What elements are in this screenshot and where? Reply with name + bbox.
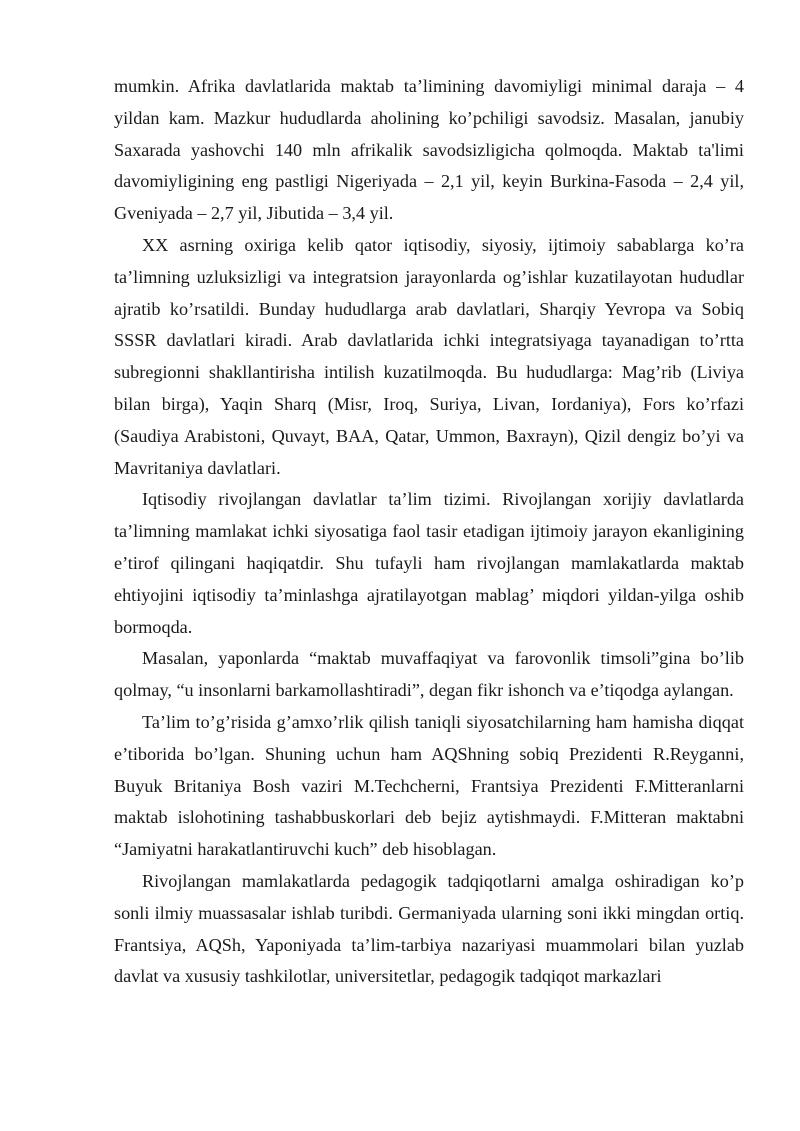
paragraph-politicians: Ta’lim to’g’risida g’amxo’rlik qilish taniqli siyosatchilarning ham hamisha diqqat e’tiborida bo’lgan. Shuning uchun ham AQShning sobiq Prezidenti R.Reyganni, Buyuk Britaniya Bosh vaziri M.Techcherni, Frantsiya Prezidenti F.Mitteranlarni maktab islohotining tashabbuskorlari deb bejiz aytishmaydi. F.Mitteran maktabni “Jamiyatni harakatlantiruvchi kuch” deb hisoblagan. — [114, 711, 744, 860]
document-body — [114, 71, 744, 993]
paragraph-research-institutions: Rivojlangan mamlakatlarda pedagogik tadqiqotlarni amalga oshiradigan ko’p sonli ilmiy muassasalar ishlab turibdi. Germaniyada ularning soni ikki mingdan ortiq. Frantsiya, AQSh, Yaponiyada ta’lim-tarbiya nazariyasi muammolari bilan yuzlab davlat va xususiy tashkilotlar, universitetlar, pedagogik tadqiqot markazlari — [114, 870, 744, 987]
paragraph-xx-century-regions: XX asrning oxiriga kelib qator iqtisodiy, siyosiy, ijtimoiy sabablarga ko’ra ta’limning uzluksizligi va integratsion jarayonlarda og’ishlar kuzatilayotan hududlar ajratib ko’rsatildi. Bunday hududlarga arab davlatlari, Sharqiy Yevropa va Sobiq SSSR davlatlari kiradi. Arab davlatlarida ichki integratsiyaga tayanadigan to’rtta subregionni shakllantirisha intilish kuzatilmoqda. Bu hududlarga: Mag’rib (Liviya bilan birga), Yaqin Sharq (Misr, Iroq, Suriya, Livan, Iordaniya), Fors ko’rfazi (Saudiya Arabistoni, Quvayt, BAA, Qatar, Ummon, Baxrayn), Qizil dengiz bo’yi va Mavritaniya davlatlari. — [114, 234, 744, 478]
paragraph-japan-example: Masalan, yaponlarda “maktab muvaffaqiyat va farovonlik timsoli”gina bo’lib qolmay, “u insonlarni barkamollashtiradi”, degan fikr ishonch va e’tiqodga aylangan. — [114, 648, 744, 701]
paragraph-developed-countries: Iqtisodiy rivojlangan davlatlar ta’lim tizimi. Rivojlangan xorijiy davlatlarda ta’limning mamlakat ichki siyosatiga faol tasir etadigan ijtimoiy jarayon ekanligining e’tirof qilingani haqiqatdir. Shu tufayli ham rivojlangan mamlakatlarda maktab ehtiyojini iqtisodiy ta’minlashga ajratilayotgan mablag’ miqdori yildan-yilga oshib bormoqda. — [114, 489, 744, 637]
paragraph-continuation: mumkin. Afrika davlatlarida maktab ta’limining davomiyligi minimal daraja – 4 yildan kam. Mazkur hududlarda aholining ko’pchiligi savodsiz. Masalan, janubiy Saxarada yashovchi 140 mln afrikalik savodsizligicha qolmoqda. Maktab ta'limi davomiyligining eng pastligi Nigeriyada – 2,1 yil, keyin Burkina-Fasoda – 2,4 yil, Gveniyada – 2,7 yil, Jibutida – 3,4 yil. — [114, 76, 744, 224]
